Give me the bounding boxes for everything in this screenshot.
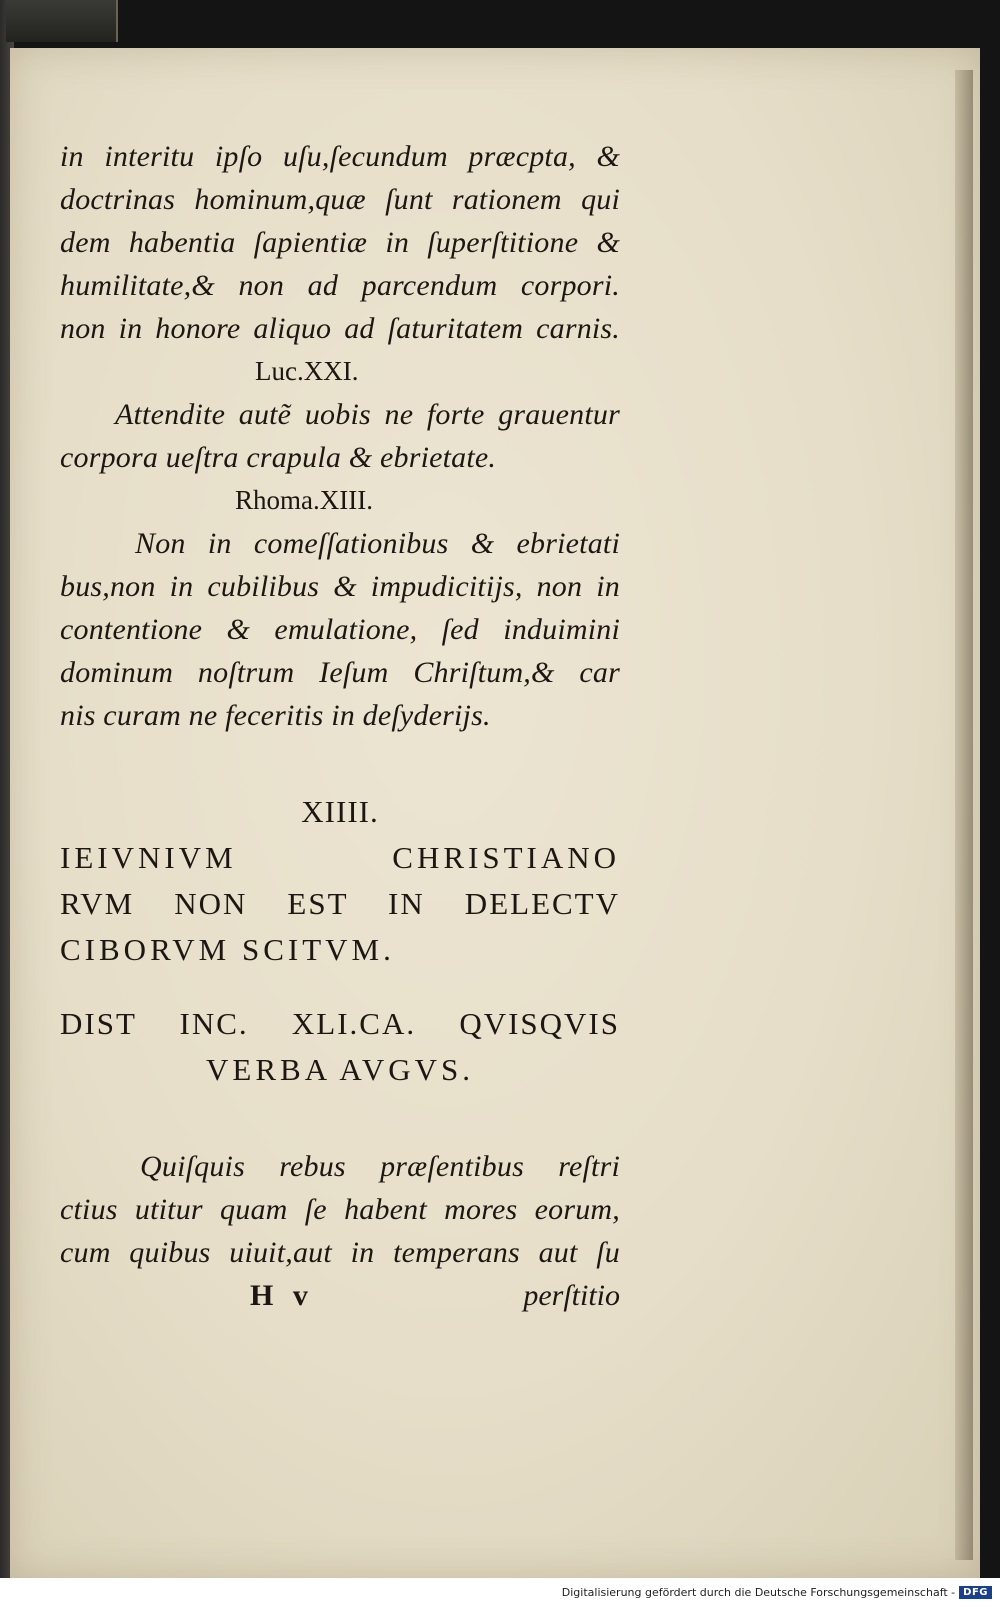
text-line: in interitu ipſo uſu,ſecundum præcpta, & bbox=[60, 140, 620, 173]
chapter-number: XIIII. bbox=[301, 794, 379, 829]
page-footer bbox=[60, 1274, 620, 1317]
text-line: ctius utitur quam ſe habent mores eorum, bbox=[60, 1193, 620, 1226]
text-line: bus,non in cubilibus & impudicitijs, non in bbox=[60, 570, 620, 603]
digitization-credit bbox=[0, 1578, 1000, 1607]
catchword: perſtitio bbox=[523, 1279, 620, 1312]
text-line: Quiſquis rebus præſentibus reſtri bbox=[140, 1150, 620, 1183]
scripture-reference: Rhoma.XIII. bbox=[235, 485, 373, 515]
signature-mark: H v bbox=[250, 1279, 314, 1312]
chapter-title-line: CIBORVM SCITVM. bbox=[60, 932, 395, 967]
text-line: dem habentia ſapientiæ in ſuperſtitione & bbox=[60, 226, 620, 259]
text-line: contentione & emulatione, ſed induimini bbox=[60, 613, 620, 646]
text-line: Attendite autẽ uobis ne forte grauentur bbox=[115, 398, 620, 431]
citation-line: VERBA AVGVS. bbox=[206, 1052, 474, 1087]
text-line: Non in comeſſationibus & ebrietati bbox=[135, 527, 620, 560]
dfg-logo: DFG bbox=[959, 1586, 992, 1599]
text-line: dominum noſtrum Ieſum Chriſtum,& car bbox=[60, 656, 620, 689]
spine-edge bbox=[6, 0, 118, 42]
text-line: cum quibus uiuit,aut in temperans aut ſu bbox=[60, 1236, 620, 1269]
citation-line: DIST INC. XLI.CA. QVISQVIS bbox=[60, 1006, 620, 1041]
scripture-reference: Luc.XXI. bbox=[255, 356, 359, 386]
page-edge bbox=[955, 70, 973, 1560]
chapter-title-line: RVM NON EST IN DELECTV bbox=[60, 886, 620, 921]
text-line: corpora ueſtra crapula & ebrietate. bbox=[60, 441, 497, 474]
credit-text: Digitalisierung gefördert durch die Deutsche Forschungsgemeinschaft - bbox=[561, 1586, 956, 1599]
page-text bbox=[60, 135, 620, 1317]
chapter-title-line: IEIVNIVM CHRISTIANO bbox=[60, 840, 620, 875]
text-line: non in honore aliquo ad ſaturitatem carnis. bbox=[60, 312, 620, 345]
text-line: doctrinas hominum,quæ ſunt rationem qui bbox=[60, 183, 620, 216]
text-line: humilitate,& non ad parcendum corpori. bbox=[60, 269, 620, 302]
text-line: nis curam ne feceritis in deſyderijs. bbox=[60, 699, 491, 732]
